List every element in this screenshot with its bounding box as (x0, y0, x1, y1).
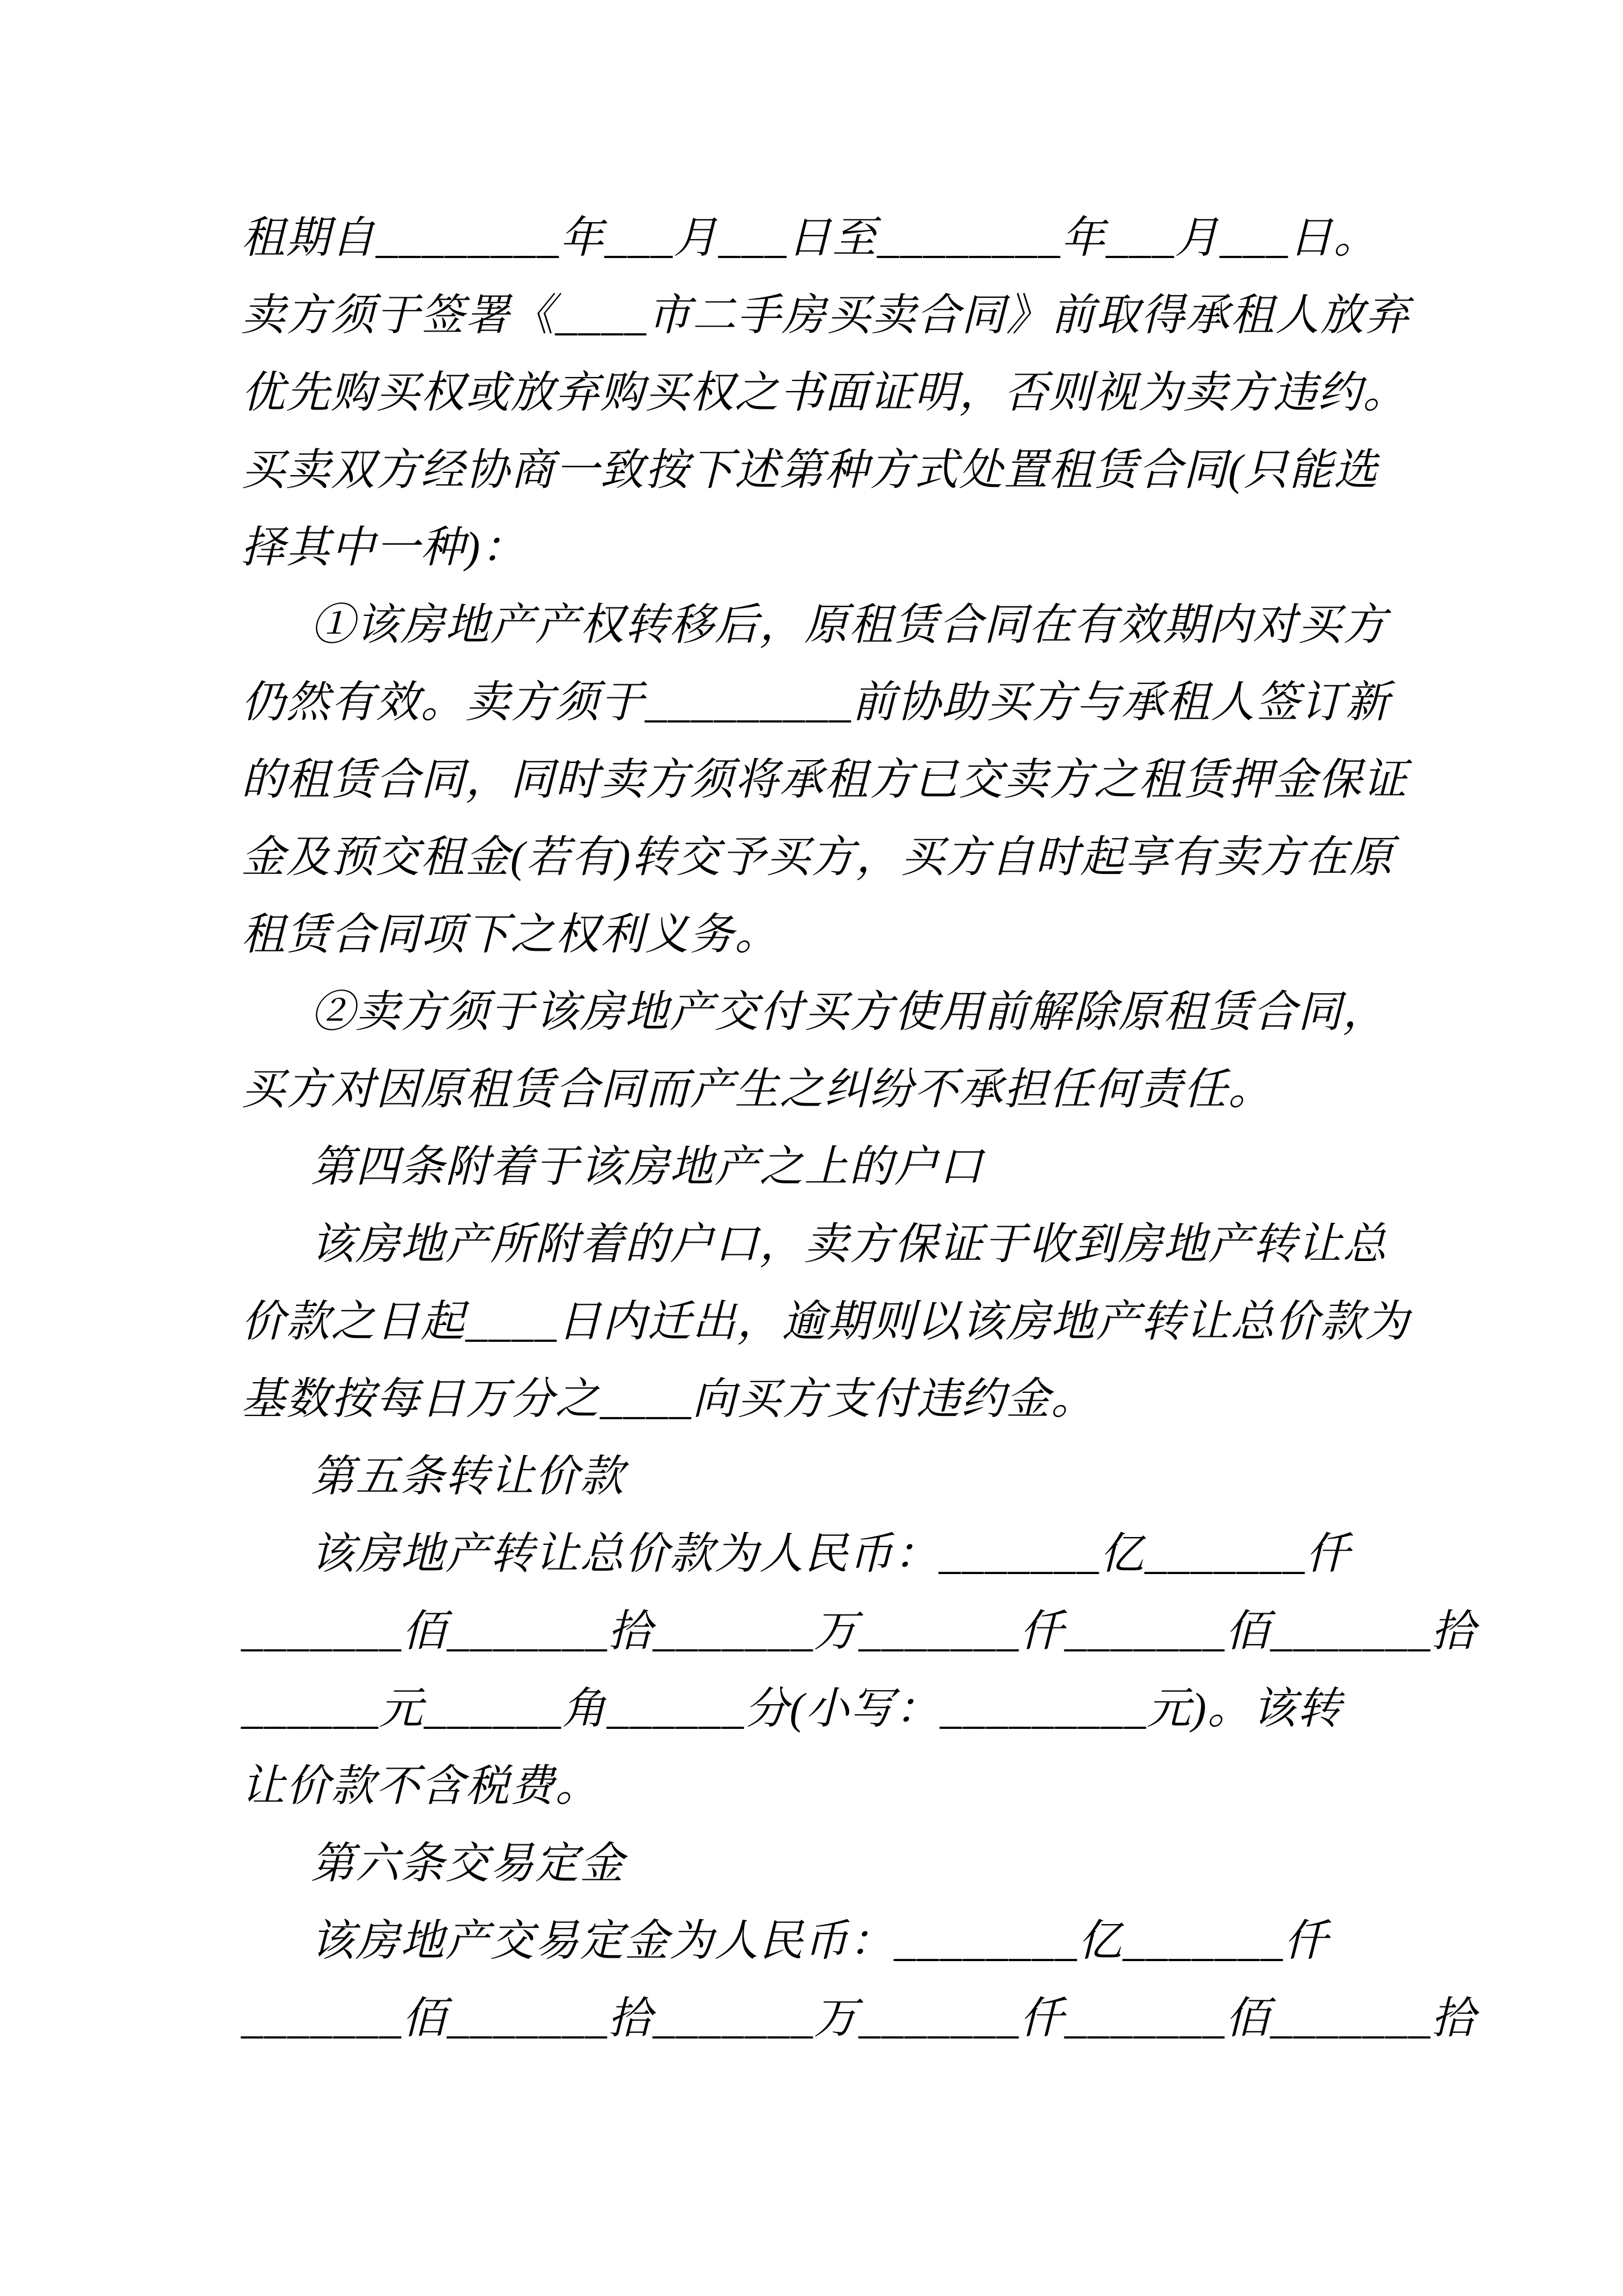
text-line: _______佰_______拾_______万_______仟_______佰_______拾 (241, 1994, 1477, 2042)
text-line: 买方对因原租赁合同而产生之纠纷不承担任何责任。 (241, 1065, 1274, 1114)
text-line: 租赁合同项下之权利义务。 (241, 910, 780, 959)
text-line: 该房地产转让总价款为人民币：_______亿_______仟 (311, 1529, 1351, 1578)
text-line: 第四条附着于该房地产之上的户口 (311, 1142, 984, 1191)
text-line: 让价款不含税费。 (241, 1761, 601, 1810)
text-line: 优先购买权或放弃购买权之书面证明，否则视为卖方违约。 (241, 368, 1408, 417)
text-line: 价款之日起____日内迁出，逾期则以该房地产转让总价款为 (241, 1297, 1410, 1346)
text-line: ①该房地产产权转移后，原租赁合同在有效期内对买方 (311, 600, 1388, 649)
text-line: 该房地产交易定金为人民币：________亿_______仟 (311, 1916, 1329, 1965)
text-line: 买卖双方经协商一致按下述第种方式处置租赁合同(只能选 (241, 445, 1378, 494)
text-line: ______元______角______分(小写：_________元)。该转 (241, 1684, 1342, 1733)
text-line: 基数按每日万分之____向买方支付违约金。 (241, 1374, 1096, 1423)
text-line: 的租赁合同，同时卖方须将承租方已交卖方之租赁押金保证 (241, 755, 1408, 804)
text-line: _______佰_______拾_______万_______仟_______佰_______拾 (241, 1607, 1477, 1655)
text-line: 卖方须于签署《____市二手房买卖合同》前取得承租人放弃 (241, 291, 1410, 339)
text-line: 金及预交租金(若有)转交予买方，买方自时起享有卖方在原 (241, 832, 1394, 881)
contract-body (241, 199, 1477, 2057)
text-line: 该房地产所附着的户口，卖方保证于收到房地产转让总 (311, 1220, 1388, 1268)
text-line: 择其中一种)： (241, 523, 526, 572)
text-line: ②卖方须于该房地产交付买方使用前解除原租赁合同， (311, 987, 1388, 1036)
text-line: 第五条转让价款 (311, 1452, 625, 1501)
text-line: 租期自________年___月___日至________年___月___日。 (241, 213, 1379, 262)
text-line: 仍然有效。卖方须于_________前协助买方与承租人签订新 (241, 678, 1391, 726)
text-line: 第六条交易定金 (311, 1839, 625, 1888)
